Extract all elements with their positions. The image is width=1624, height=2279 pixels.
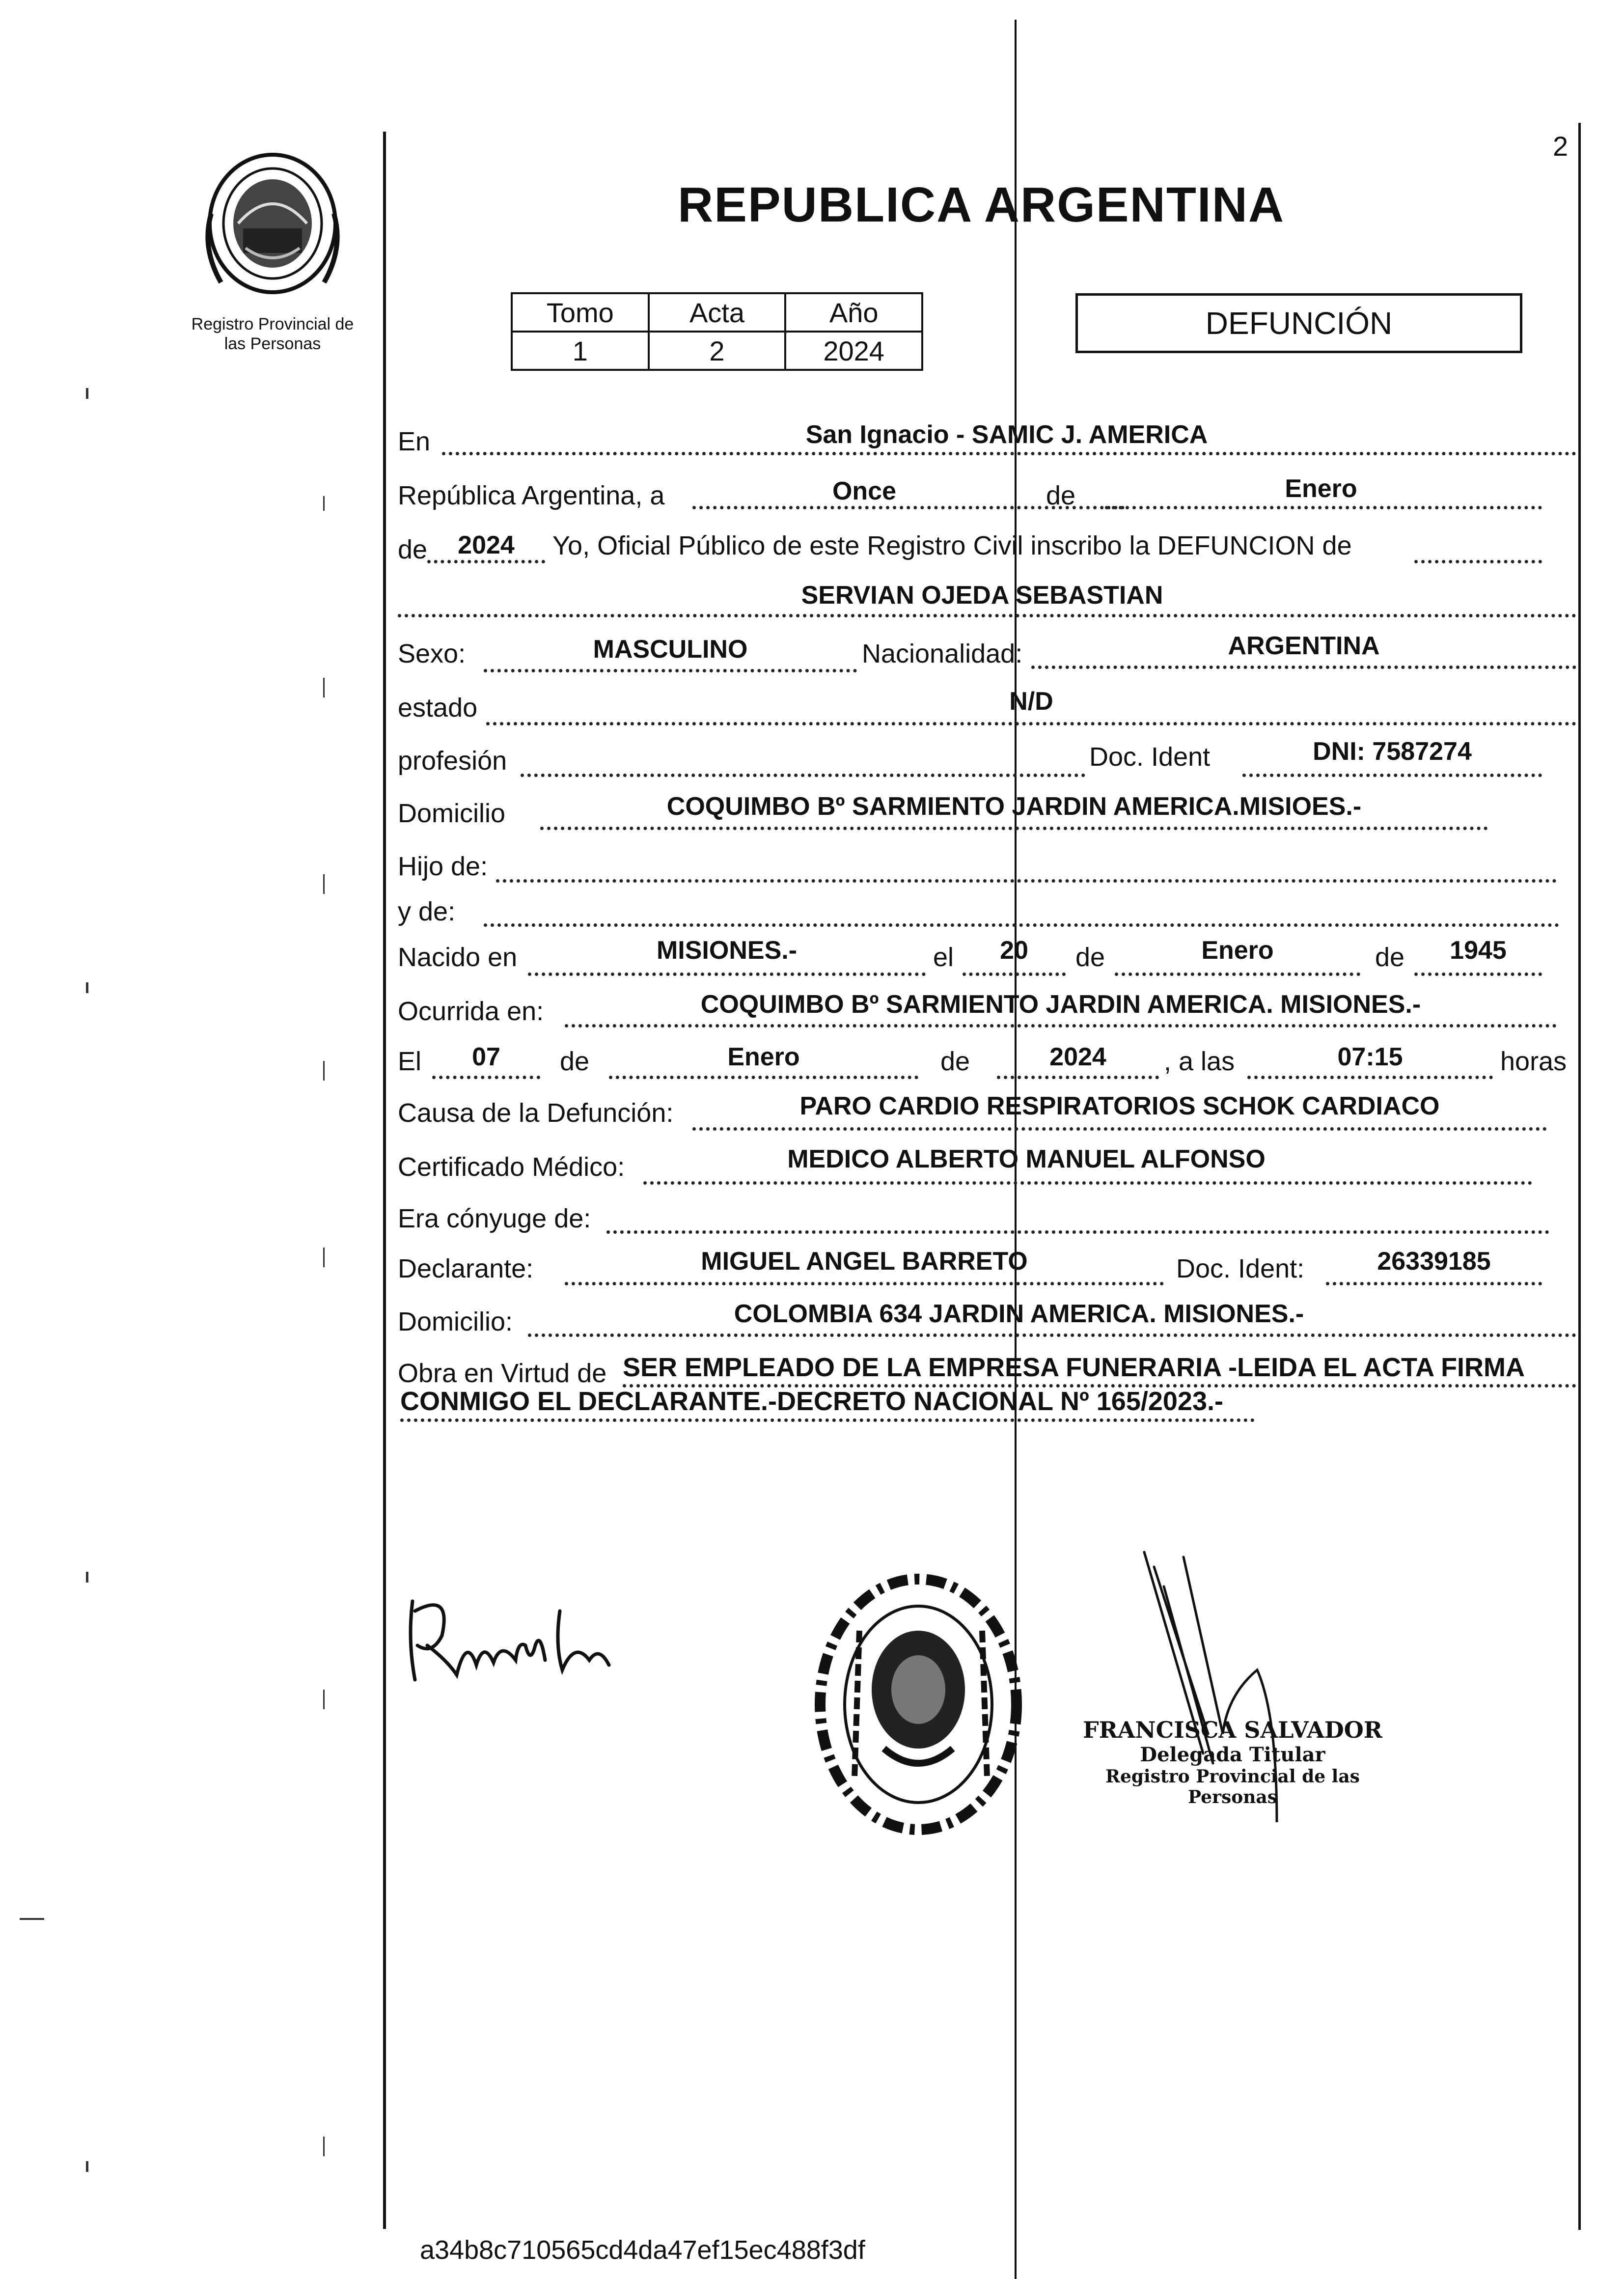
label-el-cap: El [398,1047,422,1076]
dotted-line [398,614,1576,617]
field-anio: 2024 [458,531,515,559]
scan-speck [86,1572,88,1583]
province-coat-of-arms-logo [201,150,344,297]
field-declarante-domicilio: COLOMBIA 634 JARDIN AMERICA. MISIONES.- [734,1300,1304,1328]
table-value-anio: 2024 [785,332,922,370]
dotted-line [565,1024,1557,1028]
field-fecha-anio: 2024 [1049,1043,1106,1071]
dotted-line [540,827,1488,830]
dotted-line [442,452,1576,455]
label-certificado: Certificado Médico: [398,1152,625,1182]
scan-speck [323,874,325,894]
dotted-line [528,973,926,976]
dotted-line [1326,1282,1542,1285]
field-mes: Enero [1285,474,1357,503]
page-number: 2 [1553,131,1569,162]
dotted-line [606,1230,1549,1234]
label-nacido-en: Nacido en [398,943,518,972]
label-doc-ident-declarante: Doc. Ident: [1176,1254,1305,1283]
label-sexo: Sexo: [398,639,466,668]
field-lugar: San Ignacio - SAMIC J. AMERICA [805,420,1208,449]
field-nombre: SERVIAN OJEDA SEBASTIAN [801,581,1163,610]
table-value-tomo: 1 [512,332,649,370]
label-profesion: profesión [398,746,507,776]
official-role: Delegada Titular [1140,1743,1325,1766]
dotted-line [1242,774,1542,777]
dotted-line [400,1418,1255,1422]
dotted-line [521,774,1085,777]
scan-speck [323,1248,325,1267]
scan-speck [323,496,325,511]
dotted-line [1414,973,1542,976]
field-certificado: MEDICO ALBERTO MANUEL ALFONSO [787,1145,1266,1173]
dotted-line [486,722,1576,725]
field-ocurrida-en: COQUIMBO Bº SARMIENTO JARDIN AMERICA. MISIONES.- [700,990,1421,1019]
field-obra-line-1: SER EMPLEADO DE LA EMPRESA FUNERARIA -LEIDA EL ACTA FIRMA [623,1353,1525,1382]
dotted-line [432,1076,540,1079]
field-hora: 07:15 [1337,1043,1403,1071]
label-estado: estado [398,693,478,723]
label-de-fecha: de [560,1047,590,1076]
field-sexo: MASCULINO [593,635,748,664]
official-name: FRANCISCA SALVADOR [1082,1717,1383,1743]
official-org: Registro Provincial de las Personas [1105,1766,1360,1807]
field-nacido-anio: 1945 [1450,936,1507,965]
label-conyuge: Era cónyuge de: [398,1204,591,1233]
right-margin-rule [1578,123,1581,2230]
label-nacionalidad: Nacionalidad: [862,639,1023,668]
label-hijo-de: Hijo de: [398,852,488,881]
label-y-de: y de: [398,897,456,926]
field-domicilio: COQUIMBO Bº SARMIENTO JARDIN AMERICA.MISIOES.- [666,792,1362,821]
scan-speck [20,1918,44,1920]
label-domicilio-declarante: Domicilio: [398,1307,513,1336]
label-a-las: , a las [1164,1047,1235,1076]
label-de-nacido-anio: de [1375,943,1405,972]
left-margin-rule [383,132,386,2229]
table-header-acta: Acta [649,293,786,332]
scan-speck [323,1061,325,1081]
official-seal [805,1567,1031,1842]
dotted-line [1105,506,1542,509]
record-number-table [511,292,923,371]
dotted-line [427,560,545,563]
dotted-line [496,879,1557,883]
field-causa: PARO CARDIO RESPIRATORIOS SCHOK CARDIACO [799,1092,1440,1120]
dotted-line [484,669,857,672]
table-value-acta: 2 [649,332,786,370]
label-de-fecha-anio: de [940,1047,970,1076]
declarant-signature [398,1582,643,1699]
dotted-line [643,1181,1532,1185]
scan-speck [323,1690,325,1709]
page-title: REPUBLICA ARGENTINA [678,177,1285,232]
field-declarante: MIGUEL ANGEL BARRETO [701,1247,1028,1276]
label-el: el [933,943,954,972]
document-hash: a34b8c710565cd4da47ef15ec488f3df [420,2235,865,2265]
label-republica: República Argentina, a [398,481,665,510]
dotted-line [565,1282,1164,1285]
registry-name [167,314,378,354]
dotted-line [1115,973,1360,976]
label-de-anio: de [398,535,428,564]
field-fecha-mes: Enero [727,1043,800,1071]
field-nacionalidad: ARGENTINA [1228,632,1380,660]
label-de-nacido-mes: de [1075,943,1105,972]
scan-speck [323,678,325,697]
scan-speck [86,2161,88,2172]
label-yo: Yo, Oficial Público de este Registro Civil inscribo la DEFUNCION de [552,531,1352,560]
dotted-line [997,1076,1159,1079]
label-en: En [398,427,431,456]
label-ocurrida-en: Ocurrida en: [398,997,544,1026]
dotted-line [692,1127,1547,1131]
dotted-line [963,973,1066,976]
scan-speck [86,388,88,399]
label-de: de [1046,481,1076,510]
dotted-line [528,1334,1576,1337]
field-doc: DNI: 7587274 [1313,737,1472,766]
dotted-line [1031,666,1576,669]
field-estado: N/D [1009,687,1053,716]
label-causa: Causa de la Defunción: [398,1098,674,1128]
field-nacido-dia: 20 [1000,936,1028,965]
field-fecha-dia: 07 [472,1043,500,1071]
official-signature-block [1071,1717,1395,1807]
field-obra-line-2: CONMIGO EL DECLARANTE.-DECRETO NACIONAL Nº 165/2023.- [400,1387,1223,1416]
dotted-line [484,923,1559,927]
label-doc-ident: Doc. Ident [1089,742,1211,772]
table-header-anio: Año [785,293,922,332]
dotted-line [1247,1076,1493,1079]
label-domicilio: Domicilio [398,799,506,828]
dotted-line [1414,560,1542,563]
field-nacido-mes: Enero [1201,936,1274,965]
field-declarante-doc: 26339185 [1377,1247,1491,1276]
field-nacido-en: MISIONES.- [656,936,798,965]
field-dia: Once [832,477,897,505]
table-header-tomo: Tomo [512,293,649,332]
scan-speck [323,2137,325,2156]
label-obra: Obra en Virtud de [398,1359,607,1388]
dotted-line [609,1076,918,1079]
registry-name-line-1: Registro Provincial de [191,315,354,334]
label-horas: horas [1500,1047,1567,1076]
registry-name-line-2: las Personas [224,334,321,353]
label-declarante: Declarante: [398,1254,534,1283]
act-type-box: DEFUNCIÓN [1075,293,1522,353]
scan-speck [86,982,88,993]
